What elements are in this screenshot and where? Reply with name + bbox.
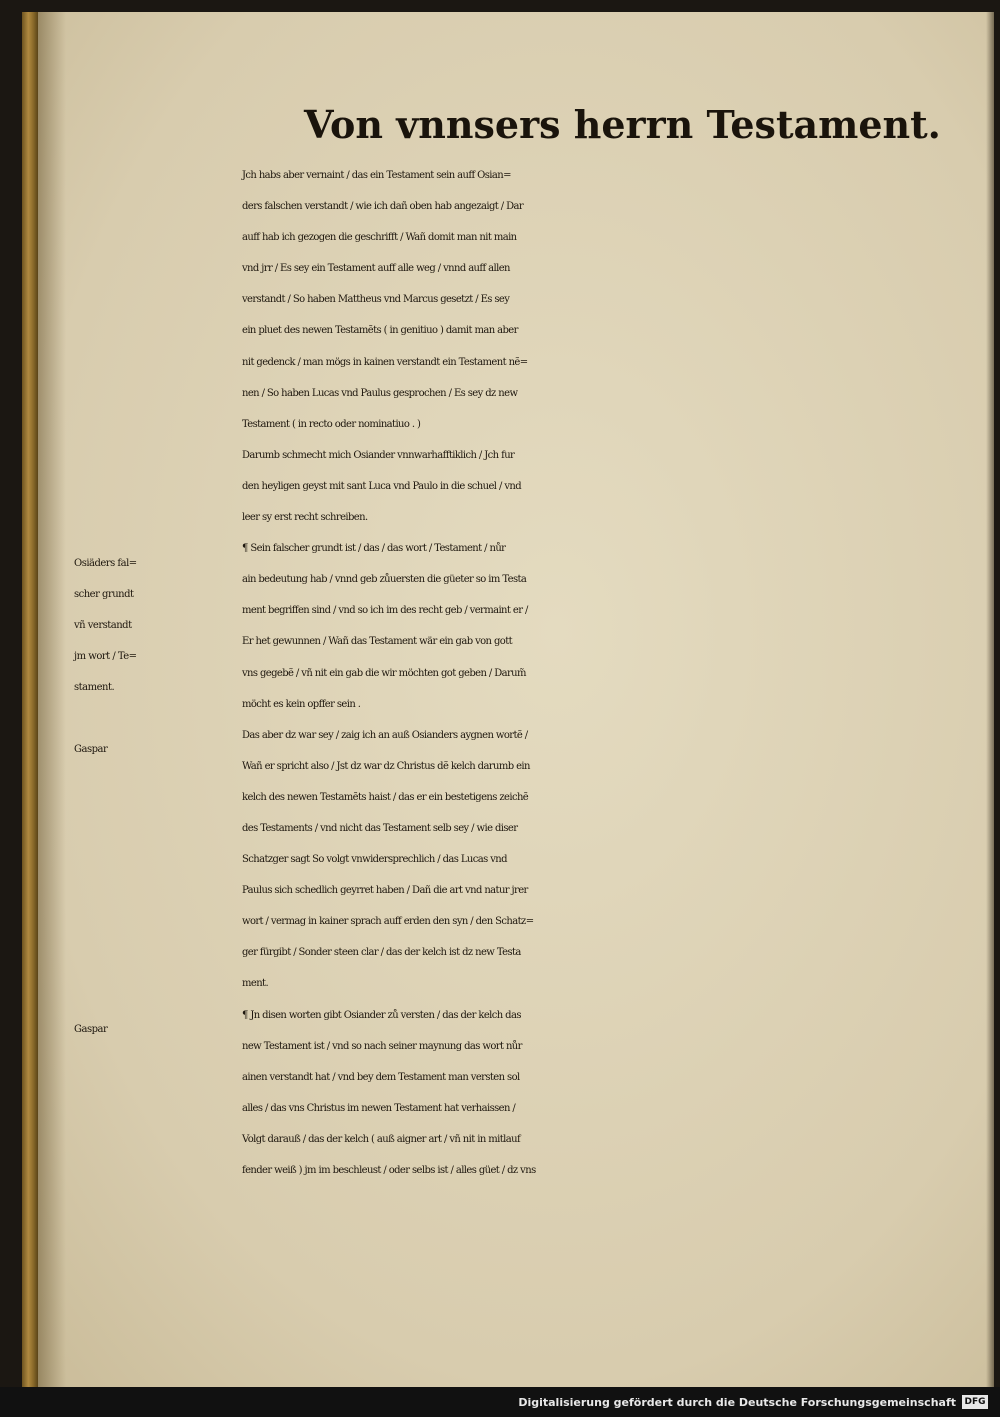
text-line: Wañ er spricht also / Jst dz war dz Christus dẽ kelch darumb ein: [242, 760, 530, 772]
text-line: nit gedenck / man mögs in kainen verstandt ein Testament nẽ=: [242, 356, 528, 368]
text-line: vns gegebẽ / vñ nit ein gab die wir möchten got geben / Darum̃: [242, 667, 526, 679]
margin-note-line: Osiäders fal=: [74, 558, 137, 569]
text-line: Volgt darauß / das der kelch ( auß aigner art / vñ nit in mitlauf: [242, 1133, 521, 1145]
book-page: [22, 12, 994, 1387]
margin-note-line: Gaspar: [74, 1024, 108, 1035]
text-line: ders falschen verstandt / wie ich dañ oben hab angezaigt / Dar: [242, 201, 524, 213]
text-line: ment begriffen sind / vnd so ich im des recht geb / vermaint er /: [242, 605, 528, 617]
text-line: ment.: [242, 978, 269, 990]
page-edge-shadow: [986, 12, 994, 1387]
margin-note-gaspar-1: [74, 734, 244, 765]
text-line: Darumb schmecht mich Osiander vnnwarhafftiklich / Jch fur: [242, 449, 515, 461]
text-line: ain bedeutung hab / vnnd geb zůuersten die güeter so im Testa: [242, 574, 527, 586]
text-line: ger fürgibt / Sonder steen clar / das der kelch ist dz new Testa: [242, 947, 521, 959]
footer-credit: Digitalisierung gefördert durch die Deutsche Forschungsgemeinschaft: [518, 1396, 956, 1409]
text-line: Schatzger sagt So volgt vnwidersprechlich / das Lucas vnd: [242, 854, 507, 866]
text-line: des Testaments / vnd nicht das Testament selb sey / wie diser: [242, 822, 518, 834]
margin-note-line: scher grundt: [74, 589, 134, 601]
text-line: Paulus sich schedlich geyrret haben / Dañ die art vnd natur jrer: [242, 885, 528, 897]
text-line: auff hab ich gezogen die geschrifft / Wañ domit man nit main: [242, 232, 517, 244]
text-line: ¶ Jn disen worten gibt Osiander zů versten / das der kelch das: [242, 1009, 521, 1021]
text-line: nen / So haben Lucas vnd Paulus gesprochen / Es sey dz new: [242, 387, 518, 399]
margin-note-line: Gaspar: [74, 744, 108, 755]
text-line: leer sy erst recht schreiben.: [242, 512, 368, 524]
margin-note-gaspar-2: [74, 1014, 244, 1045]
text-line: ¶ Sein falscher grundt ist / das / das wort / Testament / nůr: [242, 543, 506, 555]
text-line: kelch des newen Testamẽts haist / das er ein bestetigens zeichẽ: [242, 791, 529, 803]
text-line: vnd jrr / Es sey ein Testament auff alle weg / vnnd auff allen: [242, 263, 510, 275]
margin-note-line: stament.: [74, 682, 115, 694]
book-spine: [22, 12, 38, 1387]
gutter-shadow: [38, 12, 66, 1387]
text-line: ainen verstandt hat / vnd bey dem Testament man versten sol: [242, 1071, 520, 1083]
page-heading: Von vnnsers herrn Testament.: [304, 102, 941, 147]
dfg-logo: DFG: [962, 1395, 988, 1409]
text-line: möcht es kein opffer sein .: [242, 698, 361, 710]
main-text-block: [242, 160, 987, 1186]
text-line: Testament ( in recto oder nominatiuo . ): [242, 418, 421, 430]
text-line: den heyligen geyst mit sant Luca vnd Paulo in die schuel / vnd: [242, 480, 522, 492]
text-line: Das aber dz war sey / zaig ich an auß Osianders aygnen wortẽ /: [242, 729, 528, 741]
text-line: ein pluet des newen Testamẽts ( in genitiuo ) damit man aber: [242, 325, 518, 337]
digitization-footer: [0, 1387, 1000, 1417]
text-line: wort / vermag in kainer sprach auff erden den syn / den Schatz=: [242, 916, 534, 928]
text-line: Jch habs aber vernaint / das ein Testament sein auff Osian=: [242, 170, 511, 181]
text-line: alles / das vns Christus im newen Testament hat verhaissen /: [242, 1102, 516, 1114]
text-line: new Testament ist / vnd so nach seiner maynung das wort nůr: [242, 1040, 522, 1052]
text-line: Er het gewunnen / Wañ das Testament wär ein gab von gott: [242, 636, 513, 648]
margin-note-osiander: [74, 548, 244, 703]
margin-note-line: jm wort / Te=: [74, 651, 137, 663]
margin-note-line: vñ verstandt: [74, 620, 132, 632]
text-line: fender weiß ) jm im beschleust / oder selbs ist / alles güet / dz vns: [242, 1165, 536, 1176]
text-line: verstandt / So haben Mattheus vnd Marcus gesetzt / Es sey: [242, 294, 510, 306]
